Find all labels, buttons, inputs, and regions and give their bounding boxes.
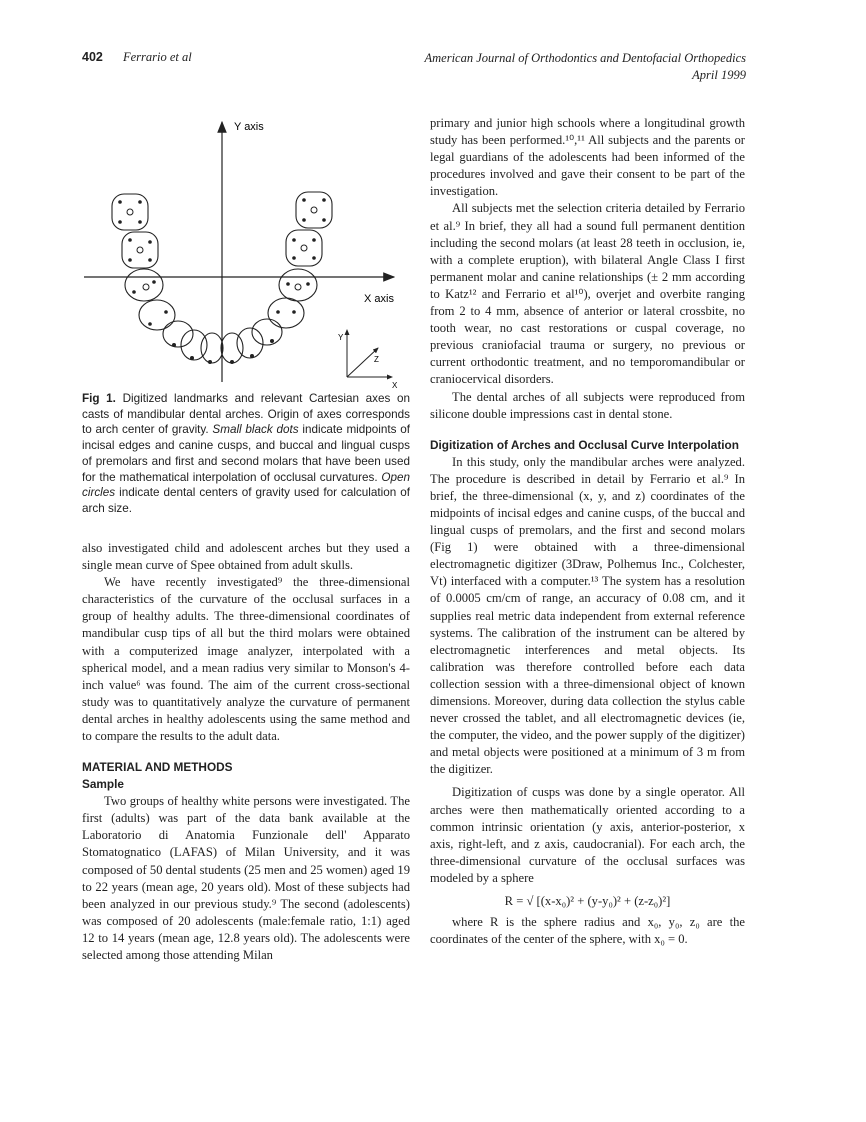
subsection-heading: Sample (82, 777, 124, 792)
equation: R = √ [(x-x₀)² + (y-y₀)² + (z-z₀)²] (504, 894, 671, 909)
subsection-heading: Digitization of Arches and Occlusal Curve Interpolation (430, 437, 739, 452)
running-head-authors: Ferrario et al (123, 50, 192, 64)
running-head-journal (425, 50, 747, 84)
inset-x-label: X (392, 381, 398, 390)
caption-emphasis: Open circles (82, 470, 410, 500)
caption-label: Fig 1. (82, 392, 116, 405)
dental-arch-figure (82, 112, 412, 390)
paragraph: Two groups of healthy white persons were investigated. The first (adults) was part of the data bank available at the Laboratorio di Anatomia Funzionale dell' Apparato Stomatognatico (LAFAS) of Milan University, and it was composed of 50 dental students (25 men and 25 women) aged 19 to 22 years (mean age, 20 years old). Most of these subjects had been analyzed in our previous study.⁹ The second (adolescents) was composed of 20 adolescents (male:female ratio, 1:1) aged 12 to 14 years (mean age, 12.8 years old). The adolescents were selected among those attending Milan (82, 794, 410, 962)
x-axis-label: X axis (364, 293, 394, 305)
paragraph: Digitization of cusps was done by a single operator. All arches were then mathematically oriented according to a common intrinsic orientation (y axis, anterior-posterior, x axis, right-left, and z axis, caudocranial). For each arch, the three-dimensional curvature of the occlusal surfaces was modeled by a sphere (430, 785, 745, 885)
caption-text: indicate midpoints of incisal edges and canine cusps, and buccal and lingual cusps of premolars and first and second molars that have been used for the mathematical interpolation of occlusal curvatures. (82, 423, 410, 484)
paragraph: We have recently investigated⁹ the three-dimensional characteristics of the curvature of the occlusal surfaces in a group of healthy adults. The three-dimensional coordinates of mandibular cusp tips of all but the third molars were obtained with a computerized image analyzer, interpolated with a spherical model, and a mean radius very similar to Monson's 4-inch value⁶ was found. The aim of the current cross-sectional study was to quantitatively analyze the curvature of permanent dental arches in healthy adolescents using the same method and to compare the results to the adult data. (82, 575, 410, 744)
paragraph: All subjects met the selection criteria detailed by Ferrario et al.⁹ In brief, they all had a sound full permanent dentition including the second molars (at least 28 teeth in occlusion, ie, with a complete eruption), with bilateral Angle Class I first permanent molar and canine relationships (± 2 mm according to Katz¹² and Ferrario et al¹⁰), overjet and overbite ranging from 2 to 4 mm, absence of anterior or lateral crossbite, no tooth wear, no cast restorations or cuspal coverage, no previous craniofacial trauma or surgery, no previous or current orthodontic treatment, and no temporomandibular or craniocervical disorders. (430, 201, 745, 387)
inset-z-label: Z (374, 355, 379, 364)
paragraph: primary and junior high schools where a longitudinal growth study has been performed.¹⁰,¹¹ All subjects and the parents or legal guardians of the adolescents had been informed of the procedures involved and gave their consent to be part of the investigation. (430, 116, 745, 199)
inset-axes (347, 330, 392, 377)
paragraph: where R is the sphere radius and x₀, y₀, z₀ are the coordinates of the center of the sphere, with x₀ = 0. (430, 915, 745, 947)
issue-date: April 1999 (692, 68, 746, 82)
journal-title: American Journal of Orthodontics and Dentofacial Orthopedics (424, 51, 746, 65)
section-heading: MATERIAL AND METHODS (82, 760, 233, 775)
left-column (82, 540, 410, 964)
caption-text: indicate dental centers of gravity used for calculation of arch size. (82, 486, 410, 515)
paragraph: In this study, only the mandibular arches were analyzed. The procedure is described in detail by Ferrario et al.⁹ In brief, the three-dimensional (x, y, and z) coordinates of the midpoints of incisal edges and canine cusps, of the buccal and lingual cusps of premolars, and the first and second molars (Fig 1) were obtained with a three-dimensional electromagnetic digitizer (3Draw, Polhemus Inc., Colchester, Vt) interfaced with a computer.¹³ The system has a resolution of 0.0005 cm/cm of range, an accuracy of 0.08 cm, and it supplies real metric data independent from external reference systems. The calibration of the instrument can be altered by electromagnetic interferences and metal objects. Its calibration was therefore controlled before each data collection session with a three-dimensional object of known dimensions. Moreover, during data collection the stylus cable never crossed the tablet, and all electromagnetic devices (ie, the computer, the video, and the power supply of the digitizer) and metal objects were positioned at a minimum of 3 m from the digitizer. (430, 454, 745, 777)
right-column (430, 115, 745, 948)
y-axis-label: Y axis (234, 121, 264, 133)
paragraph: also investigated child and adolescent arches but they used a single mean curve of Spee obtained from adult skulls. (82, 541, 410, 573)
page-number: 402 (82, 50, 103, 64)
caption-text: Digitized landmarks and relevant Cartesian axes on casts of mandibular dental arches. Origin of axes corresponds to arch center of gravity. (82, 392, 410, 437)
caption-emphasis: Small black dots (212, 423, 299, 437)
inset-y-label: Y (338, 333, 344, 342)
paragraph: The dental arches of all subjects were reproduced from silicone double impressions cast in dental stone. (430, 389, 745, 421)
figure-caption (82, 391, 410, 517)
